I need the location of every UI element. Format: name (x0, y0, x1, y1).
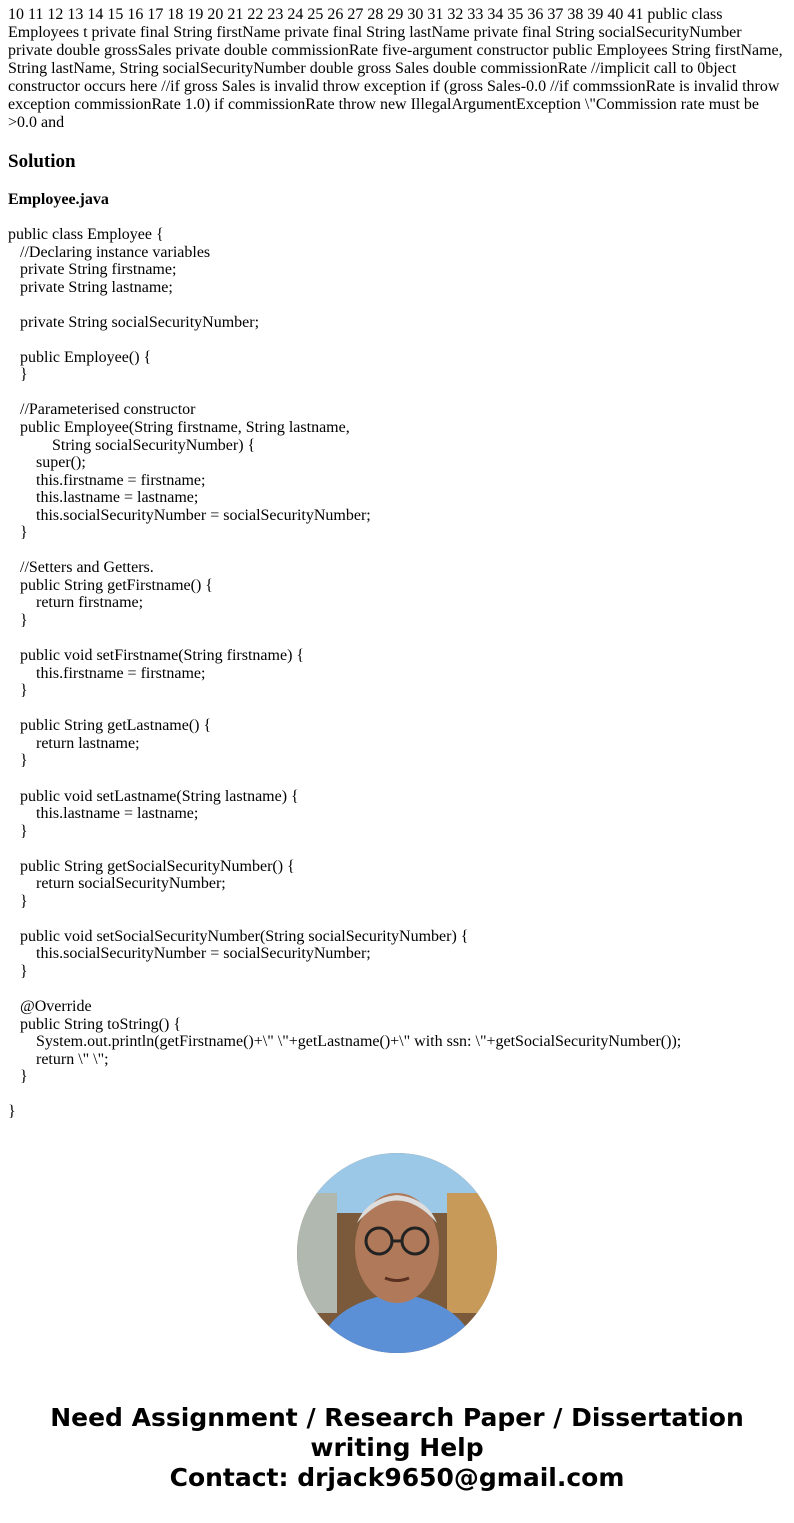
code-line: public Employee(String firstname, String lastname, (8, 419, 350, 437)
code-line: } (8, 682, 28, 700)
code-line: System.out.println(getFirstname()+\" \"+getLastname()+\" with ssn: \"+getSocialSecurityNumber()); (8, 1033, 682, 1051)
question-text: 10 11 12 13 14 15 16 17 18 19 20 21 22 23 24 25 26 27 28 29 30 31 32 33 34 35 36 37 38 39 40 41 public class Employees t private final String firstName private final String lastName private final String socialSecurityNumber private double grossSales private double commissionRate five-argument constructor public Employees String firstName, String lastName, String socialSecurityNumber double gross Sales double commissionRate //implicit call to 0bject constructor occurs here //if gross Sales is invalid throw exception if (gross Sales-0.0 //if commssionRate is invalid throw exception commissionRate 1.0) if commissionRate throw new IllegalArgumentException \"Commission rate must be >0.0 and (8, 6, 783, 131)
code-line: } (8, 1103, 16, 1121)
code-line: this.socialSecurityNumber = socialSecurityNumber; (8, 506, 371, 524)
code-line: } (8, 612, 28, 630)
footer-line-1: Need Assignment / Research Paper / Dissertation (50, 1403, 744, 1432)
footer-contact (0, 1403, 794, 1493)
code-line: this.firstname = firstname; (8, 471, 206, 489)
footer-line-2: writing Help (310, 1433, 484, 1462)
code-line: return socialSecurityNumber; (8, 875, 226, 893)
code-line: @Override (8, 998, 92, 1016)
code-line: public void setSocialSecurityNumber(String socialSecurityNumber) { (8, 927, 469, 945)
code-line: super(); (8, 454, 86, 472)
code-line (8, 630, 681, 648)
code-line: public String getLastname() { (8, 717, 212, 735)
code-line (8, 840, 681, 858)
code-line: public class Employee { (8, 226, 164, 243)
code-block (8, 226, 681, 1121)
code-line: public String toString() { (8, 1015, 182, 1033)
code-line: //Setters and Getters. (8, 559, 154, 577)
code-line: this.socialSecurityNumber = socialSecurityNumber; (8, 945, 371, 963)
code-line: private String socialSecurityNumber; (8, 313, 260, 331)
code-line: } (8, 962, 28, 980)
code-line: } (8, 1068, 28, 1086)
code-line: public String getSocialSecurityNumber() { (8, 857, 295, 875)
solution-heading: Solution (8, 151, 76, 172)
file-name-heading: Employee.java (8, 191, 109, 208)
code-line: } (8, 822, 28, 840)
code-line: } (8, 524, 28, 542)
code-line: public void setLastname(String lastname) { (8, 787, 299, 805)
code-line: this.lastname = lastname; (8, 805, 199, 823)
code-line (8, 981, 681, 999)
code-line (8, 331, 681, 349)
code-line: //Declaring instance variables (8, 243, 211, 261)
code-line: //Parameterised constructor (8, 401, 196, 419)
code-line: } (8, 752, 28, 770)
code-line: return \" \"; (8, 1050, 109, 1068)
code-line: public Employee() { (8, 348, 152, 366)
code-line: return lastname; (8, 734, 140, 752)
code-line: } (8, 892, 28, 910)
code-line (8, 384, 681, 402)
code-line: public void setFirstname(String firstname) { (8, 647, 305, 665)
code-line (8, 770, 681, 788)
code-line: this.lastname = lastname; (8, 489, 199, 507)
code-line (8, 700, 681, 718)
code-line (8, 1086, 681, 1104)
code-line (8, 910, 681, 928)
code-line: private String firstname; (8, 261, 177, 279)
footer-line-3: Contact: drjack9650@gmail.com (169, 1463, 625, 1492)
code-line (8, 296, 681, 314)
code-line: private String lastname; (8, 278, 173, 296)
code-line: this.firstname = firstname; (8, 664, 206, 682)
code-line: } (8, 366, 28, 384)
author-avatar (297, 1153, 497, 1353)
code-line: return firstname; (8, 594, 144, 612)
code-line: String socialSecurityNumber) { (8, 436, 256, 454)
code-line (8, 542, 681, 560)
code-line: public String getFirstname() { (8, 576, 213, 594)
